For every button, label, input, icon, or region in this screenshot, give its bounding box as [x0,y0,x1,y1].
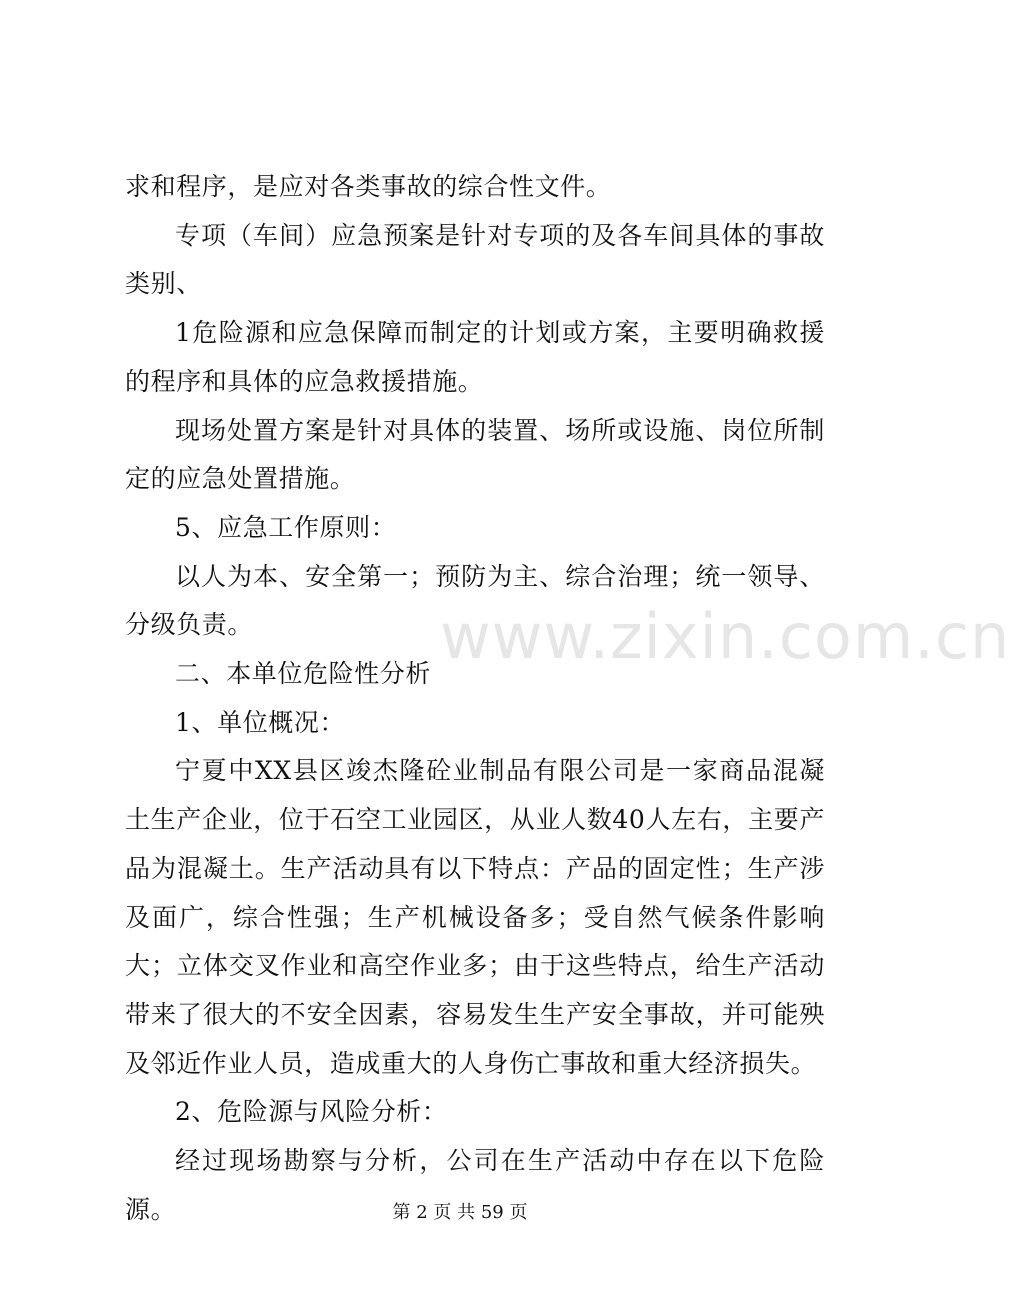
paragraph-10: 2、危险源与风险分析： [175,1097,448,1127]
paragraph-3: 1危险源和应急保障而制定的计划或方案，主要明确救援的程序和具体的应急救援措施。 [125,318,825,396]
paragraph-8: 1、单位概况： [175,707,346,737]
document-body [125,163,825,1234]
paragraph-5: 5、应急工作原则： [175,512,397,542]
paragraph-9: 宁夏中XX县区竣杰隆砼业制品有限公司是一家商品混凝土生产企业，位于石空工业园区，从业人数40人左右，主要产品为混凝土。生产活动具有以下特点：产品的固定性；生产涉及面广，综合性强；生产机械设备多；受自然气候条件影响大；立体交叉作业和高空作业多；由于这些特点，给生产活动带来了很大的不安全因素，容易发生生产安全事故，并可能殃及邻近作业人员，造成重大的人身伤亡事故和重大经济损失。 [125,756,825,1078]
section-heading: 二、本单位危险性分析 [175,659,432,689]
page-footer: 第 2 页 共 59 页 [392,1202,528,1223]
paragraph-4: 现场处置方案是针对具体的装置、场所或设施、岗位所制定的应急处置措施。 [125,415,825,494]
paragraph-2: 专项（车间）应急预案是针对专项的及各车间具体的事故类别、 [125,220,825,299]
paragraph-11: 经过现场勘察与分析，公司在生产活动中存在以下危险源。 [125,1146,825,1224]
watermark-text: www.zixin.com.cn [440,600,1010,673]
paragraph-1: 求和程序，是应对各类事故的综合性文件。 [125,172,612,201]
paragraph-6: 以人为本、安全第一；预防为主、综合治理；统一领导、分级负责。 [125,561,825,640]
